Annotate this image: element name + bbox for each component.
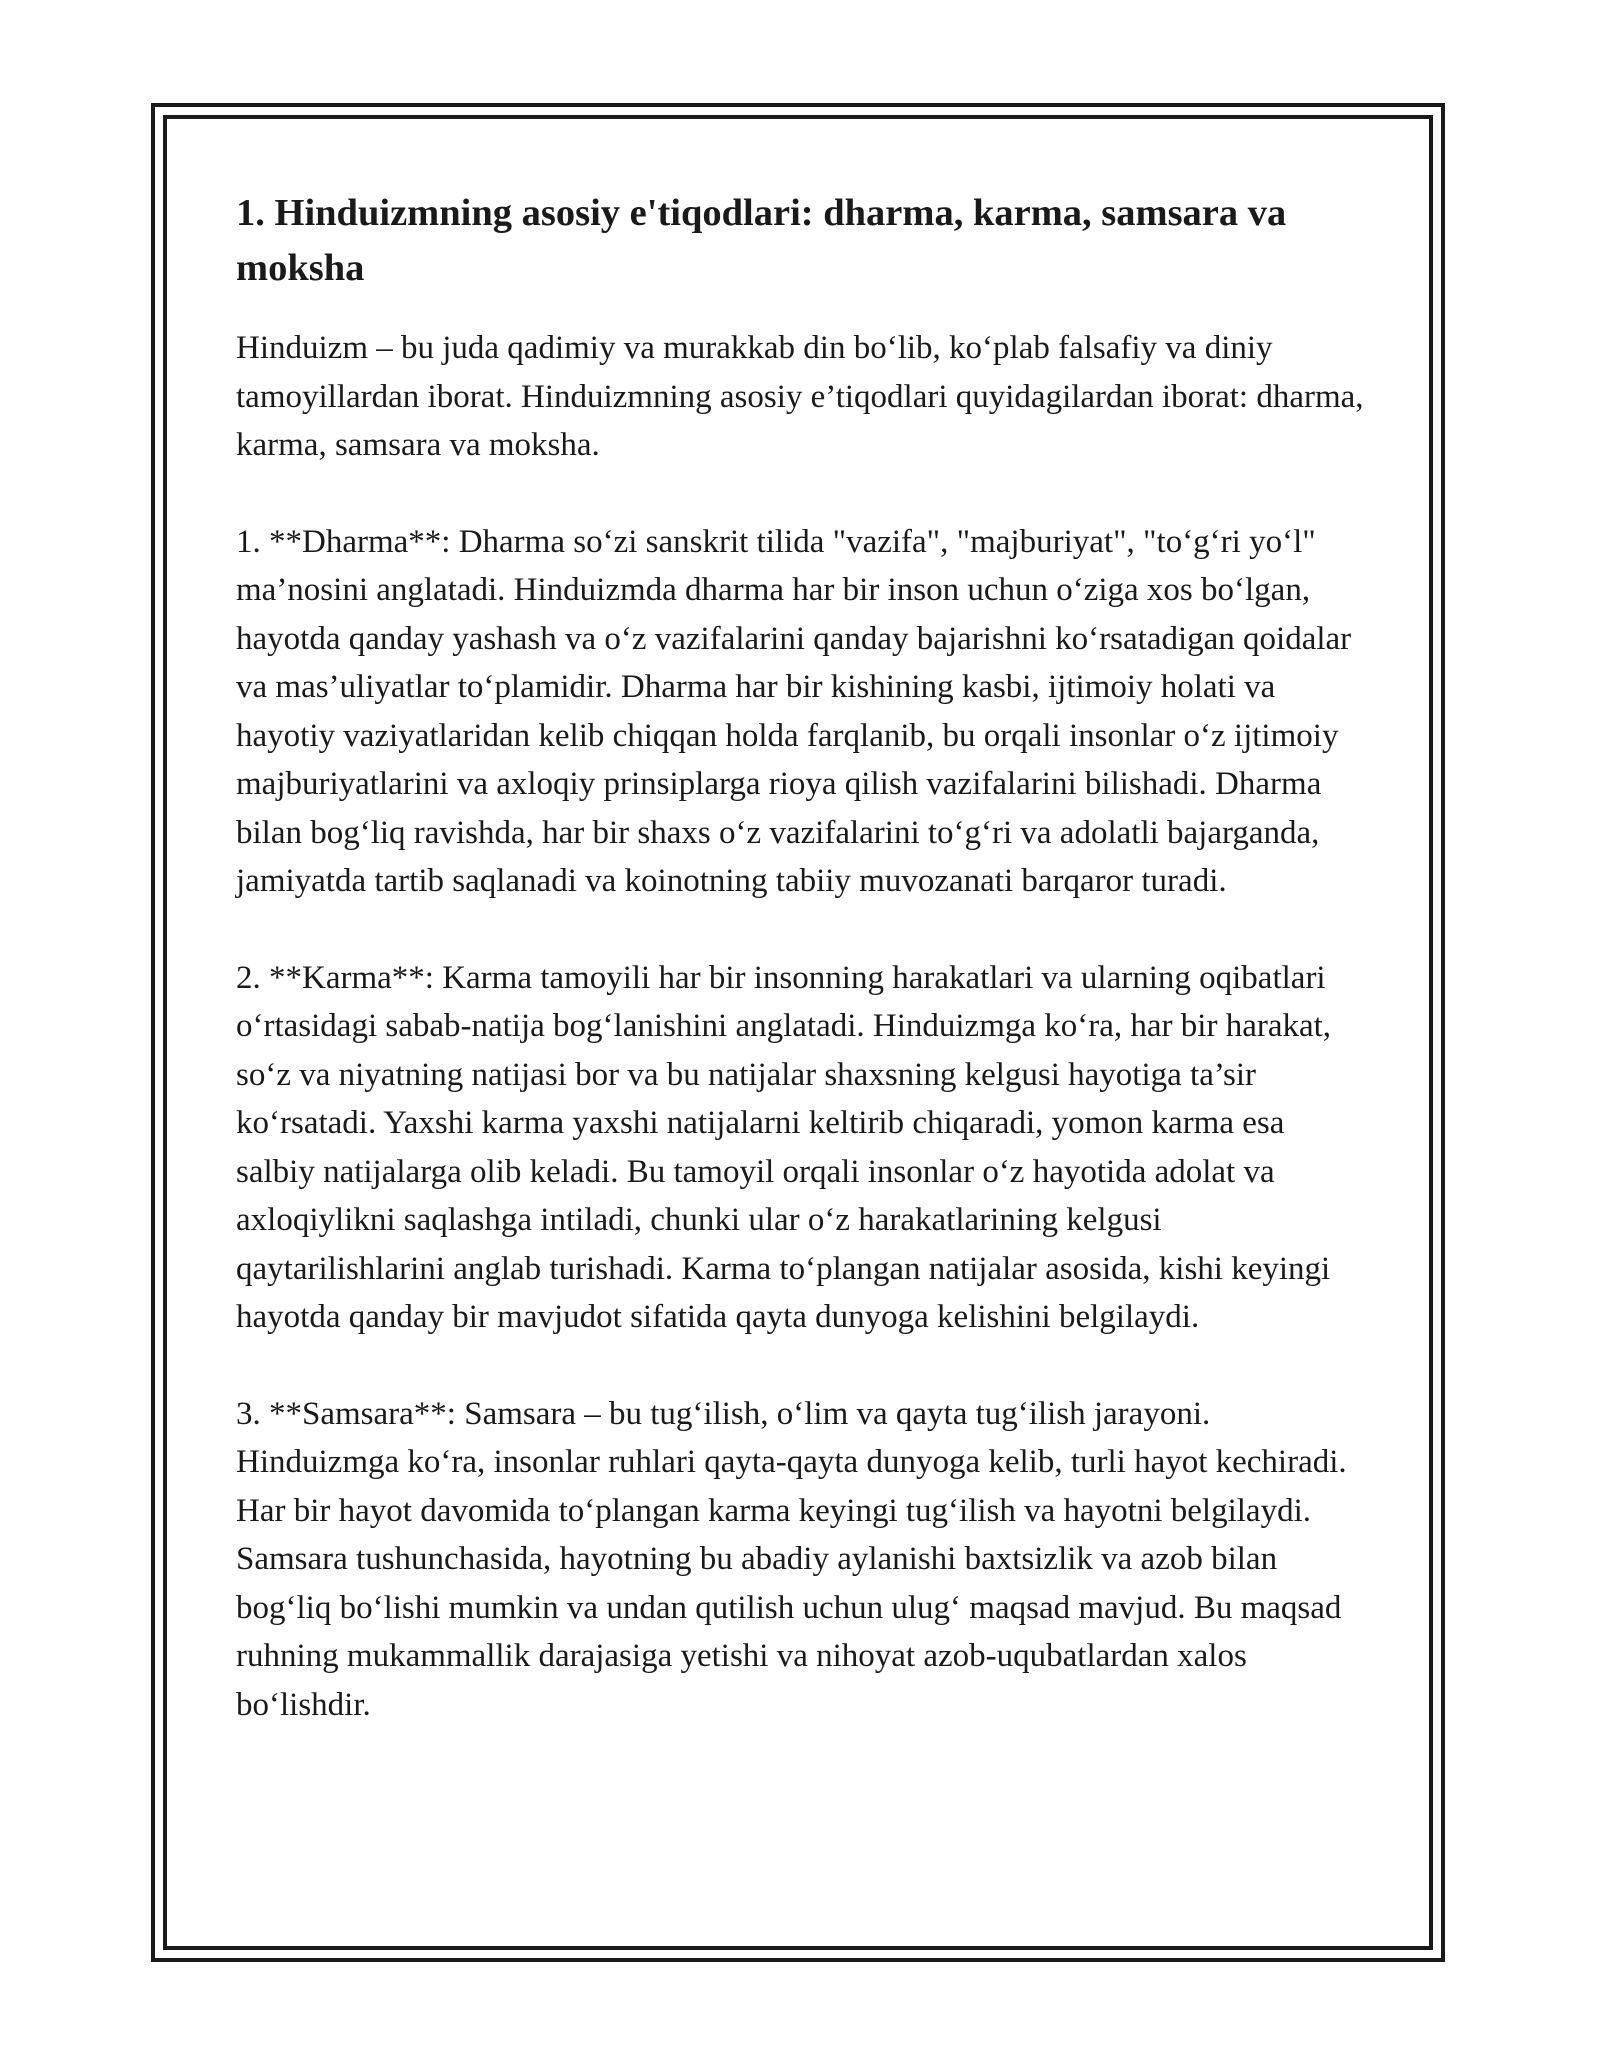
- paragraph-karma: 2. **Karma**: Karma tamoyili har bir insonning harakatlari va ularning oqibatlari o‘rtasidagi sabab-natija bog‘lanishini anglatadi. Hinduizmga ko‘ra, har bir harakat, so‘z va niyatning natijasi bor va bu natijalar shaxsning kelgusi hayotiga ta’sir ko‘rsatadi. Yaxshi karma yaxshi natijalarni keltirib chiqaradi, yomon karma esa salbiy natijalarga olib keladi. Bu tamoyil orqali insonlar o‘z hayotida adolat va axloqiylikni saqlashga intiladi, chunki ular o‘z harakatlarining kelgusi qaytarilishlarini anglab turishadi. Karma to‘plangan natijalar asosida, kishi keyingi hayotda qanday bir mavjudot sifatida qayta dunyoga kelishini belgilaydi.: [236, 959, 1332, 1335]
- paragraph-intro: Hinduizm – bu juda qadimiy va murakkab din bo‘lib, ko‘plab falsafiy va diniy tamoyillardan iborat. Hinduizmning asosiy e’tiqodlari quyidagilardan iborat: dharma, karma, samsara va moksha.: [236, 330, 1364, 463]
- paragraph-samsara: 3. **Samsara**: Samsara – bu tug‘ilish, o‘lim va qayta tug‘ilish jarayoni. Hinduizmga ko‘ra, insonlar ruhlari qayta-qayta dunyoga kelib, turli hayot kechiradi. Har bir hayot davomida to‘plangan karma keyingi tug‘ilish va hayotni belgilaydi. Samsara tushunchasida, hayotning bu abadiy aylanishi baxtsizlik va azob bilan bog‘liq bo‘lishi mumkin va undan qutilish uchun ulug‘ maqsad mavjud. Bu maqsad ruhning mukammallik darajasiga yetishi va nihoyat azob-uqubatlardan xalos bo‘lishdir.: [236, 1395, 1347, 1723]
- paragraph-dharma: 1. **Dharma**: Dharma so‘zi sanskrit tilida "vazifa", "majburiyat", "to‘g‘ri yo‘l" ma’nosini anglatadi. Hinduizmda dharma har bir inson uchun o‘ziga xos bo‘lgan, hayotda qanday yashash va o‘z vazifalarini qanday bajarishni ko‘rsatadigan qoidalar va mas’uliyatlar to‘plamidir. Dharma har bir kishining kasbi, ijtimoiy holati va hayotiy vaziyatlaridan kelib chiqqan holda farqlanib, bu orqali insonlar o‘z ijtimoiy majburiyatlarini va axloqiy prinsiplarga rioya qilish vazifalarini bilishadi. Dharma bilan bog‘liq ravishda, har bir shaxs o‘z vazifalarini to‘g‘ri va adolatli bajarganda, jamiyatda tartib saqlanadi va koinotning tabiiy muvozanati barqaror turadi.: [236, 523, 1352, 899]
- document-title: 1. Hinduizmning asosiy e'tiqodlari: dharma, karma, samsara va moksha: [236, 192, 1287, 289]
- document-body: [236, 186, 1371, 1777]
